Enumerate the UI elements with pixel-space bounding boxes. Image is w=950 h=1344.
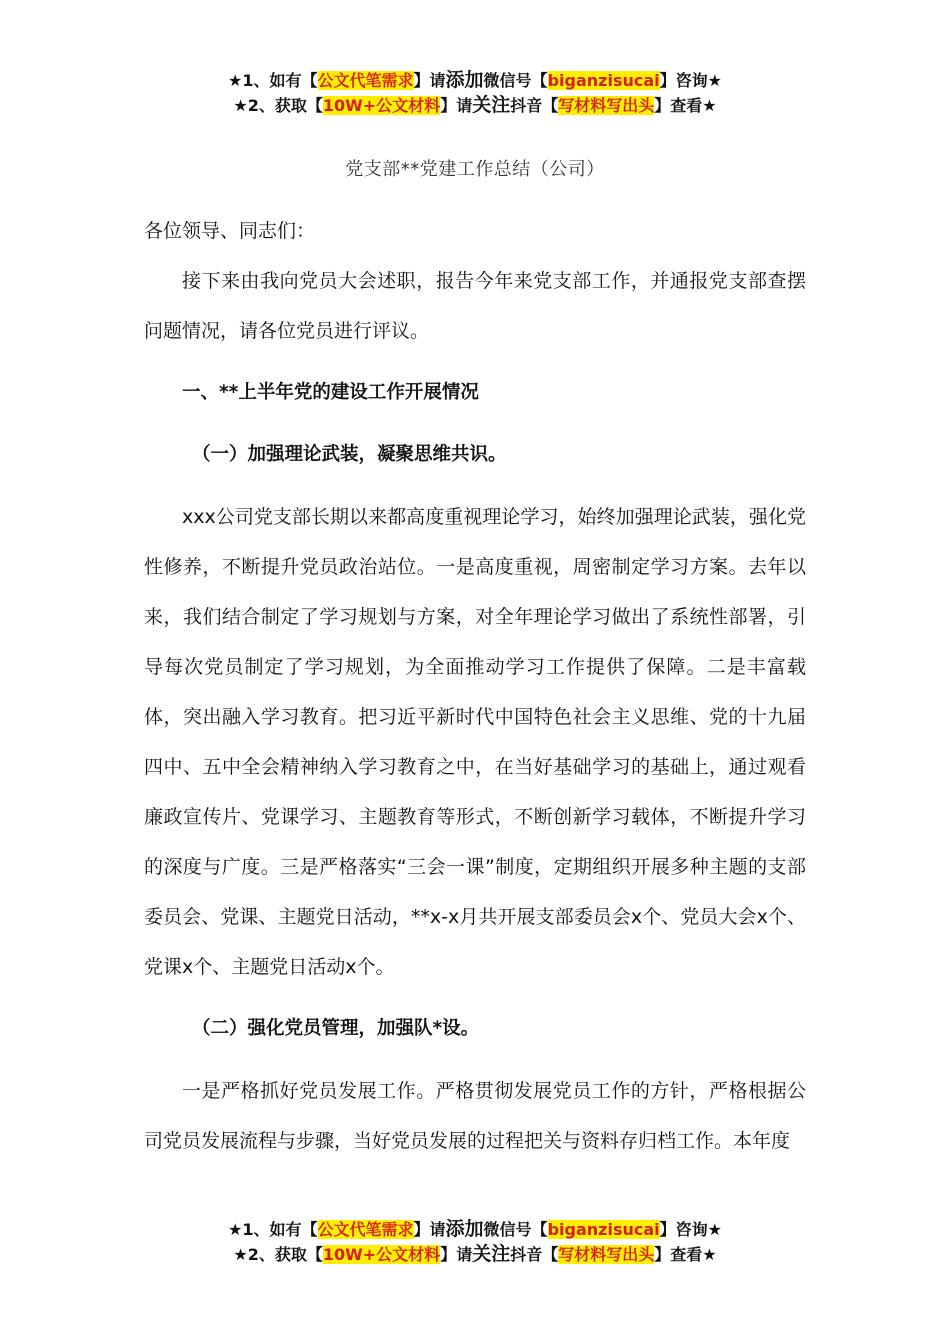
promo-line-1 <box>0 68 950 93</box>
banner-text: 】查看★ <box>654 96 717 115</box>
banner-text: 抖音【 <box>510 96 559 115</box>
banner-highlight: 10W+公文材料 <box>322 96 441 115</box>
banner-text: 】请 <box>440 96 473 115</box>
banner-text: 微信号【 <box>483 71 548 90</box>
banner-text: ★2、获取【 <box>233 1245 323 1264</box>
section-heading-1: 一、**上半年党的建设工作开展情况 <box>182 382 479 403</box>
promo-line-1 <box>0 1217 950 1242</box>
wechat-id-highlight: biganzisucai <box>547 71 660 90</box>
douyin-highlight: 写材料写出头 <box>558 1245 655 1264</box>
banner-text: 】咨询★ <box>659 71 722 90</box>
banner-text: 】请 <box>413 71 446 90</box>
banner-emphasis: 添加 <box>445 1218 484 1240</box>
promo-banner-top <box>0 68 950 118</box>
banner-highlight: 公文代笔需求 <box>317 71 414 90</box>
banner-highlight: 10W+公文材料 <box>322 1245 441 1264</box>
subsection-heading-1: （一）加强理论武装，凝聚思维共识。 <box>192 444 507 465</box>
document-title: 党支部**党建工作总结（公司） <box>345 159 605 180</box>
promo-line-2 <box>0 1242 950 1267</box>
banner-text: 抖音【 <box>510 1245 559 1264</box>
wechat-id-highlight: biganzisucai <box>547 1220 660 1239</box>
banner-highlight: 公文代笔需求 <box>317 1220 414 1239</box>
promo-banner-bottom <box>0 1217 950 1267</box>
salutation: 各位领导、同志们： <box>144 220 316 242</box>
banner-emphasis: 关注 <box>472 94 511 116</box>
intro-paragraph: 接下来由我向党员大会述职，报告今年来党支部工作，并通报党支部查摆问题情况，请各位党员进行评议。 <box>144 270 806 342</box>
douyin-highlight: 写材料写出头 <box>558 96 655 115</box>
banner-emphasis: 添加 <box>445 69 484 91</box>
promo-line-2 <box>0 93 950 118</box>
banner-text: 】查看★ <box>654 1245 717 1264</box>
banner-text: ★1、如有【 <box>228 71 318 90</box>
paragraph-theory-study: xxx公司党支部长期以来都高度重视理论学习，始终加强理论武装，强化党性修养，不断提升党员政治站位。一是高度重视，周密制定学习方案。去年以来，我们结合制定了学习规划与方案，对全年理论学习做出了系统性部署，引导每次党员制定了学习规划，为全面推动学习工作提供了保障。二是丰富载体，突出融入学习教育。把习近平新时代中国特色社会主义思维、党的十九届四中、五中全会精神纳入学习教育之中，在当好基础学习的基础上，通过观看廉政宣传片、党课学习、主题教育等形式，不断创新学习载体，不断提升学习的深度与广度。三是严格落实“三会一课”制度，定期组织开展多种主题的支部委员会、党课、主题党日活动，**x-x月共开展支部委员会x个、党员大会x个、党课x个、主题党日活动x个。 <box>144 506 806 978</box>
document-body <box>144 206 806 1166</box>
banner-emphasis: 关注 <box>472 1243 511 1265</box>
banner-text: 微信号【 <box>483 1220 548 1239</box>
subsection-heading-2: （二）强化党员管理，加强队*设。 <box>192 1018 480 1039</box>
paragraph-member-management: 一是严格抓好党员发展工作。严格贯彻发展党员工作的方针，严格根据公司党员发展流程与步骤，当好党员发展的过程把关与资料存归档工作。本年度 <box>144 1080 806 1152</box>
banner-text: ★1、如有【 <box>228 1220 318 1239</box>
banner-text: 】请 <box>440 1245 473 1264</box>
banner-text: ★2、获取【 <box>233 96 323 115</box>
banner-text: 】请 <box>413 1220 446 1239</box>
banner-text: 】咨询★ <box>659 1220 722 1239</box>
